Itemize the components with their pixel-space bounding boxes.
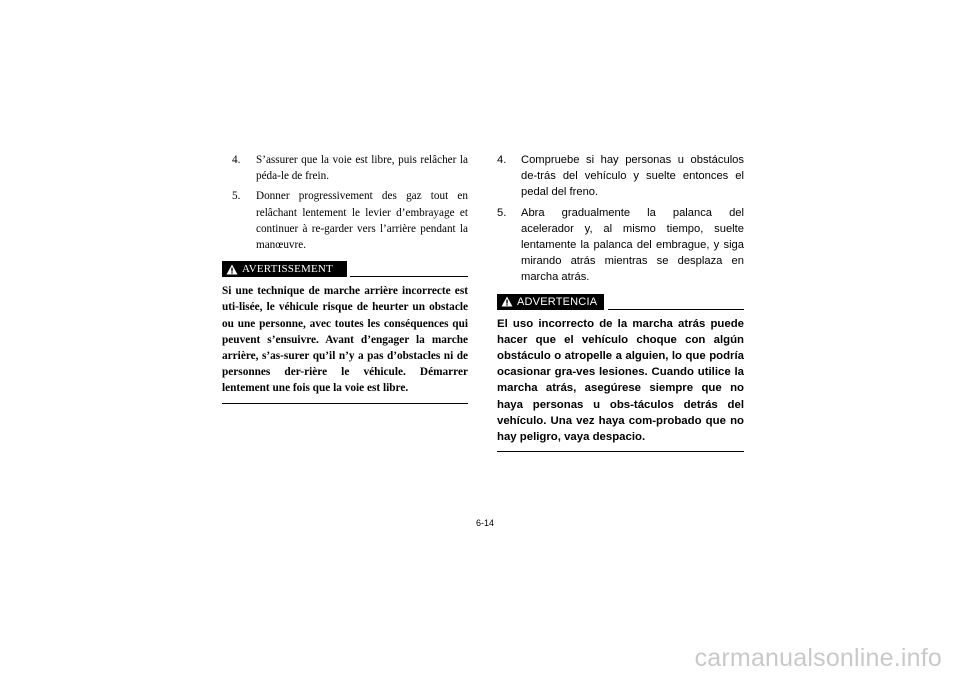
step-number: 5.: [497, 206, 507, 219]
step-text: Abra gradualmente la palanca del acelerador y, al mismo tiempo, suelte lentamente la palanca del embrague, y siga mirando atrás mientras se desplaza en marcha atrás.: [521, 206, 744, 284]
warning-triangle-icon: [226, 264, 238, 275]
spanish-warning-header: [497, 294, 744, 312]
warning-badge: [222, 261, 347, 277]
warning-end-rule: [497, 451, 744, 452]
step-number: 5.: [232, 190, 241, 203]
spanish-warning-text: El uso incorrecto de la marcha atrás puede hacer que el vehículo choque con algún obstáculo o atropelle a alguien, lo que podría ocasionar gra-ves lesiones. Cuando utilice la marcha atrás, asegúrese siempre que no haya personas u obs-táculos detrás del vehículo. Una vez haya com-probado que no hay peligro, vaya despacio.: [497, 317, 744, 444]
french-warning-text: Si une technique de marche arrière incorrecte est uti-lisée, le véhicule risque de heurter un obstacle ou une personne, avec toutes les conséquences qui peuvent s’ensuivre. Avant d’engager la marche arrière, s’as-surer qu’il n’y a pas d’obstacles ni de personnes der-rière le véhicule. Démarrer lentement une fois que la voie est libre.: [222, 285, 468, 395]
header-rule: [608, 309, 744, 310]
header-rule: [350, 276, 468, 277]
step-text: Donner progressivement des gaz tout en relâchant lentement le levier d’embrayage et continuer à re-garder vers l’arrière pendant la manœuvre.: [256, 190, 468, 252]
warning-end-rule: [222, 403, 468, 404]
spanish-step-4: [497, 152, 744, 201]
step-number: 4.: [497, 154, 507, 166]
warning-triangle-icon: [501, 296, 513, 307]
french-step-5: [222, 188, 468, 253]
step-text: Compruebe si hay personas u obstáculos de-trás del vehículo y suelte entonces el pedal del freno.: [521, 154, 744, 199]
page-number: 6-14: [475, 518, 494, 528]
spanish-step-5: [497, 205, 744, 286]
french-step-4: [222, 152, 468, 184]
spanish-column: [497, 152, 744, 452]
warning-label: ADVERTENCIA: [517, 295, 598, 308]
step-number: 4.: [232, 154, 241, 166]
french-column: [222, 152, 468, 404]
french-warning-header: [222, 261, 468, 279]
warning-badge: [497, 294, 604, 310]
warning-label: AVERTISSEMENT: [242, 263, 333, 276]
step-text: S’assurer que la voie est libre, puis relâcher la péda-le de frein.: [256, 154, 468, 183]
watermark: carmanualsonline.info: [694, 644, 942, 672]
